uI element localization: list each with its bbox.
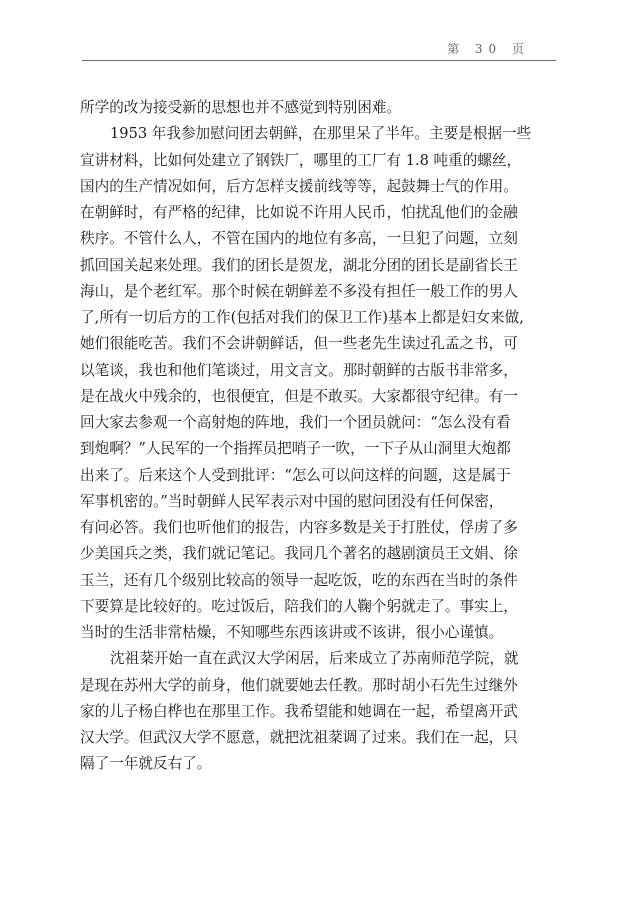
text-line: 家的儿子杨白桦也在那里工作。我希望能和她调在一起，希望离开武 bbox=[80, 702, 518, 720]
text-line: 她们很能吃苦。我们不会讲朝鲜话，但一些老先生读过孔孟之书，可 bbox=[80, 335, 518, 353]
text-line: 了,所有一切后方的工作(包括对我们的保卫工作)基本上都是妇女来做, bbox=[80, 309, 524, 326]
text-line: 当时的生活非常枯燥，不知哪些东西该讲或不该讲，很小心谨慎。 bbox=[80, 624, 504, 641]
text-line: 下要算是比较好的。吃过饭后，陪我们的人鞠个躬就走了。事实上， bbox=[80, 597, 518, 615]
page-header bbox=[82, 38, 556, 61]
text-line: 宣讲材料，比如何处建立了钢铁厂，哪里的工厂有 1.8 吨重的螺丝， bbox=[80, 151, 522, 169]
text-line: 海山，是个老红军。那个时候在朝鲜差不多没有担任一般工作的男人 bbox=[80, 282, 518, 300]
text-line: 玉兰，还有几个级别比较高的领导一起吃饭，吃的东西在当时的条件 bbox=[80, 571, 518, 589]
text-line: 所学的改为接受新的思想也并不感觉到特别困难。 bbox=[80, 99, 402, 116]
text-line: 沈祖棻开始一直在武汉大学闲居，后来成立了苏南师范学院，就 bbox=[110, 650, 519, 668]
text-line: 出来了。后来这个人受到批评：“怎么可以问这样的问题，这是属于 bbox=[80, 466, 511, 484]
text-line: 隔了一年就反右了。 bbox=[80, 755, 212, 773]
text-line: 有问必答。我们也听他们的报告，内容多数是关于打胜仗，俘虏了多 bbox=[80, 519, 518, 536]
text-line: 是现在苏州大学的前身，他们就要她去任教。那时胡小石先生过继外 bbox=[80, 676, 518, 694]
page-number: 第 30 页 bbox=[447, 42, 530, 56]
text-line: 秩序。不管什么人，不管在国内的地位有多高，一旦犯了问题，立刻 bbox=[80, 230, 518, 248]
text-line: 抓回国关起来处理。我们的团长是贺龙，湖北分团的团长是副省长王 bbox=[80, 256, 518, 274]
body-text bbox=[80, 95, 557, 778]
text-line: 1953 年我参加慰问团去朝鲜，在那里呆了半年。主要是根据一些 bbox=[110, 125, 532, 143]
text-line: 在朝鲜时，有严格的纪律，比如说不许用人民币，怕扰乱他们的金融 bbox=[80, 204, 518, 221]
text-line: 以笔谈，我也和他们笔谈过，用文言文。那时朝鲜的古版书非常多， bbox=[80, 361, 518, 379]
text-line: 是在战火中残余的，也很便宜，但是不敢买。大家都很守纪律。有一 bbox=[80, 387, 518, 405]
text-line: 少美国兵之类，我们就记笔记。我同几个著名的越剧演员王文娟、徐 bbox=[80, 545, 518, 563]
text-line: 到炮啊？”人民军的一个指挥员把哨子一吹，一下子从山洞里大炮都 bbox=[80, 440, 511, 458]
text-line: 汉大学。但武汉大学不愿意，就把沈祖棻调了过来。我们在一起，只 bbox=[80, 729, 518, 746]
text-line: 国内的生产情况如何，后方怎样支援前线等等，起鼓舞士气的作用。 bbox=[80, 177, 518, 195]
text-line: 回大家去参观一个高射炮的阵地，我们一个团员就问：“怎么没有看 bbox=[80, 414, 511, 431]
text-line: 军事机密的。”当时朝鲜人民军表示对中国的慰问团没有任何保密， bbox=[80, 492, 504, 510]
